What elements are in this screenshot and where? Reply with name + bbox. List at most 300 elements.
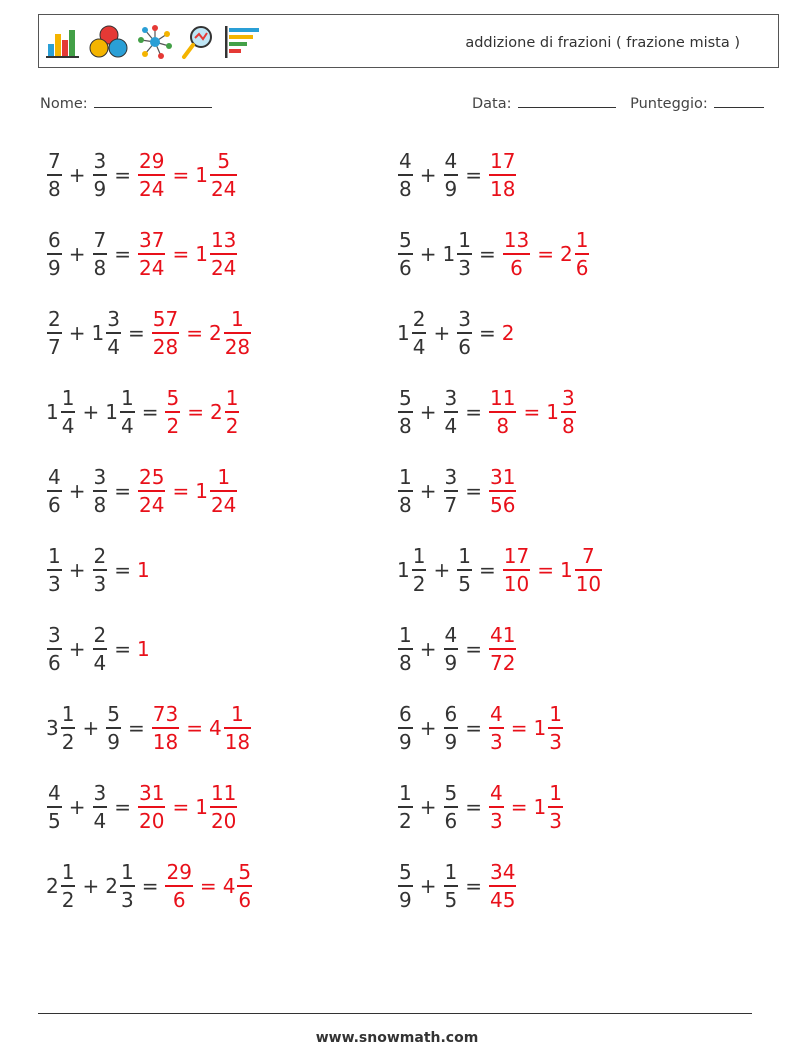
fraction-bar — [93, 490, 108, 492]
fraction — [47, 228, 62, 280]
denominator: 4 — [61, 413, 75, 438]
denominator: 24 — [210, 255, 237, 280]
equals-sign: = — [114, 479, 131, 503]
fraction — [398, 386, 413, 438]
horizontal-bars-icon — [223, 24, 261, 60]
denominator: 9 — [444, 176, 458, 201]
numerator: 37 — [139, 228, 165, 253]
addend-2 — [456, 307, 473, 359]
problem-item — [397, 141, 517, 209]
fraction — [47, 307, 62, 359]
addend-2 — [92, 228, 109, 280]
numerator: 29 — [166, 860, 192, 885]
addend-2 — [443, 465, 460, 517]
fraction — [120, 860, 135, 912]
addend-1 — [46, 781, 63, 833]
fraction — [106, 702, 121, 754]
denominator: 8 — [93, 255, 107, 280]
fraction-bar — [210, 253, 237, 255]
fraction-bar — [210, 806, 237, 808]
fraction — [47, 623, 62, 675]
fraction — [489, 781, 504, 833]
denominator: 9 — [107, 729, 120, 754]
answer-fraction — [488, 149, 517, 201]
numerator: 1 — [61, 386, 75, 411]
answer — [137, 637, 150, 661]
problem-item — [397, 773, 564, 841]
fraction-bar — [152, 332, 179, 334]
fraction — [106, 307, 121, 359]
plus-sign: + — [419, 400, 437, 424]
whole-number: 1 — [91, 321, 105, 345]
fraction-bar — [47, 490, 62, 492]
denominator: 8 — [399, 176, 412, 201]
plus-sign: + — [82, 716, 100, 740]
whole-number: 4 — [222, 874, 236, 898]
answer-equals-sign: = — [510, 795, 528, 819]
addend-1 — [397, 307, 427, 359]
answer — [488, 386, 577, 438]
plus-sign: + — [419, 479, 437, 503]
fraction-bar — [503, 253, 530, 255]
problem-item — [397, 457, 517, 525]
fraction — [93, 149, 108, 201]
answer-equals-sign: = — [537, 558, 554, 582]
numerator: 1 — [120, 386, 134, 411]
fraction-bar — [489, 648, 516, 650]
problem-item — [46, 773, 238, 841]
equals-sign: = — [114, 163, 131, 187]
equals-sign: = — [114, 242, 131, 266]
fraction-bar — [93, 253, 108, 255]
fraction-bar — [47, 569, 62, 571]
fraction — [138, 149, 165, 201]
fraction-bar — [61, 411, 76, 413]
plus-sign: + — [419, 637, 437, 661]
denominator: 20 — [210, 808, 237, 833]
fraction-bar — [120, 411, 135, 413]
addend-2 — [92, 623, 109, 675]
fraction — [561, 386, 576, 438]
fraction — [398, 781, 413, 833]
numerator: 4 — [444, 149, 458, 174]
numerator: 1 — [549, 781, 562, 806]
equals-sign: = — [478, 321, 496, 345]
numerator: 2 — [412, 307, 426, 332]
addend-1 — [46, 544, 63, 596]
equals-sign: = — [465, 163, 482, 187]
fraction — [152, 702, 179, 754]
problem-item — [397, 694, 564, 762]
score-blank[interactable] — [714, 94, 764, 108]
equals-sign: = — [465, 637, 482, 661]
denominator: 6 — [399, 255, 412, 280]
fraction — [398, 702, 413, 754]
problem-item — [46, 220, 238, 288]
fraction — [444, 860, 459, 912]
answer-equals-sign: = — [537, 242, 554, 266]
denominator: 2 — [399, 808, 412, 833]
denominator: 3 — [490, 729, 503, 754]
denominator: 72 — [490, 650, 516, 675]
addend-2 — [443, 860, 460, 912]
denominator: 6 — [238, 887, 252, 912]
addend-2 — [92, 307, 122, 359]
denominator: 18 — [152, 729, 179, 754]
addend-1 — [397, 860, 414, 912]
denominator: 8 — [399, 413, 412, 438]
answer-equals-sign: = — [172, 479, 190, 503]
answer — [137, 465, 238, 517]
numerator: 2 — [93, 544, 107, 569]
numerator: 11 — [490, 386, 516, 411]
answer-fraction — [488, 623, 517, 675]
numerator: 1 — [231, 307, 244, 332]
problem-item — [46, 852, 253, 920]
answer-whole: 1 — [137, 637, 150, 661]
numerator: 1 — [48, 544, 61, 569]
addend-1 — [397, 228, 414, 280]
fraction — [503, 544, 530, 596]
whole-number: 1 — [397, 558, 410, 582]
fraction — [575, 544, 602, 596]
fraction — [165, 386, 180, 438]
fraction — [165, 860, 192, 912]
answer-mixed-number — [195, 781, 238, 833]
fraction-bar — [93, 806, 108, 808]
addend-1 — [397, 544, 427, 596]
whole-number: 2 — [105, 874, 118, 898]
answer — [151, 307, 252, 359]
numerator: 1 — [444, 860, 458, 885]
fraction-bar — [444, 885, 459, 887]
addend-2 — [92, 544, 109, 596]
equals-sign: = — [127, 321, 145, 345]
denominator: 2 — [61, 729, 75, 754]
answer-equals-sign: = — [199, 874, 217, 898]
denominator: 7 — [48, 334, 61, 359]
addend-2 — [105, 702, 122, 754]
fraction-bar — [61, 727, 76, 729]
denominator: 4 — [93, 808, 107, 833]
name-label: Nome: — [40, 96, 88, 112]
denominator: 24 — [139, 255, 165, 280]
answer-fraction — [137, 781, 166, 833]
fraction — [398, 623, 413, 675]
plus-sign: + — [419, 242, 437, 266]
numerator: 1 — [412, 544, 426, 569]
addend-2 — [92, 149, 109, 201]
numerator: 1 — [399, 623, 412, 648]
fraction-bar — [575, 569, 602, 571]
denominator: 9 — [399, 729, 412, 754]
denominator: 3 — [458, 255, 471, 280]
fraction — [489, 860, 516, 912]
denominator: 2 — [166, 413, 180, 438]
fraction — [120, 386, 135, 438]
fraction — [398, 465, 413, 517]
fraction — [444, 465, 459, 517]
denominator: 6 — [458, 334, 471, 359]
fraction-bar — [47, 648, 62, 650]
fraction — [398, 149, 413, 201]
name-field — [40, 94, 212, 112]
denominator: 8 — [399, 492, 412, 517]
fraction — [138, 781, 165, 833]
fraction-bar — [444, 490, 459, 492]
fraction-bar — [561, 411, 576, 413]
denominator: 56 — [490, 492, 516, 517]
fraction-bar — [165, 411, 180, 413]
problem-item — [46, 378, 240, 446]
fraction-bar — [210, 490, 237, 492]
denominator: 3 — [549, 729, 562, 754]
plus-sign: + — [433, 321, 451, 345]
fraction-bar — [444, 727, 459, 729]
problem-item — [46, 615, 150, 683]
denominator: 9 — [48, 255, 61, 280]
fraction — [61, 860, 76, 912]
numerator: 3 — [93, 149, 107, 174]
date-blank[interactable] — [518, 94, 616, 108]
equals-sign: = — [478, 242, 496, 266]
answer-fraction — [137, 465, 166, 517]
numerator: 3 — [458, 307, 471, 332]
addend-2 — [443, 781, 460, 833]
denominator: 9 — [444, 729, 458, 754]
answer — [488, 623, 517, 675]
addend-1 — [397, 623, 414, 675]
numerator: 11 — [210, 781, 237, 806]
numerator: 7 — [582, 544, 595, 569]
numerator: 5 — [444, 781, 458, 806]
fraction-bar — [398, 174, 413, 176]
numerator: 29 — [139, 149, 165, 174]
fraction-bar — [47, 806, 62, 808]
addend-1 — [46, 228, 63, 280]
equals-sign: = — [141, 400, 159, 424]
fraction-bar — [412, 332, 427, 334]
denominator: 8 — [496, 413, 510, 438]
whole-number: 2 — [209, 400, 223, 424]
fraction — [210, 149, 237, 201]
answer-fraction — [137, 149, 166, 201]
fraction — [489, 702, 504, 754]
fraction — [444, 623, 459, 675]
answer — [137, 558, 150, 582]
fraction — [93, 228, 108, 280]
plus-sign: + — [68, 321, 86, 345]
fraction — [47, 781, 62, 833]
answer-mixed-number — [560, 228, 590, 280]
numerator: 6 — [48, 228, 61, 253]
fraction — [138, 228, 165, 280]
score-label: Punteggio: — [630, 96, 708, 112]
fraction — [548, 781, 563, 833]
problem-item — [46, 299, 252, 367]
numerator: 73 — [152, 702, 179, 727]
numerator: 6 — [399, 702, 412, 727]
numerator: 1 — [399, 781, 412, 806]
fraction-bar — [138, 806, 165, 808]
whole-number: 4 — [208, 716, 222, 740]
fraction — [444, 386, 459, 438]
fraction — [489, 149, 516, 201]
addend-2 — [105, 860, 135, 912]
fraction-bar — [444, 411, 459, 413]
addend-2 — [443, 702, 460, 754]
denominator: 5 — [444, 887, 458, 912]
answer — [502, 321, 515, 345]
answer — [488, 465, 517, 517]
equals-sign: = — [114, 637, 131, 661]
fraction-bar — [548, 727, 563, 729]
whole-number: 1 — [195, 479, 208, 503]
addend-2 — [443, 149, 460, 201]
fraction — [210, 228, 237, 280]
answer-mixed-number — [195, 465, 238, 517]
fraction-bar — [210, 174, 237, 176]
plus-sign: + — [68, 479, 86, 503]
answer-mixed-number — [209, 702, 252, 754]
numerator: 5 — [238, 860, 252, 885]
fraction — [210, 465, 237, 517]
fraction-bar — [575, 253, 590, 255]
name-blank[interactable] — [94, 94, 212, 108]
numerator: 1 — [458, 228, 471, 253]
denominator: 10 — [503, 571, 530, 596]
answer-equals-sign: = — [172, 163, 190, 187]
whole-number: 2 — [46, 874, 59, 898]
answer-equals-sign: = — [186, 321, 203, 345]
answer-fraction — [502, 544, 531, 596]
fraction-bar — [138, 174, 165, 176]
answer-equals-sign: = — [172, 242, 190, 266]
plus-sign: + — [68, 558, 86, 582]
answer-fraction — [137, 228, 166, 280]
fraction — [93, 544, 108, 596]
whole-number: 1 — [105, 400, 118, 424]
denominator: 2 — [61, 887, 75, 912]
answer-whole: 2 — [501, 321, 515, 345]
denominator: 28 — [152, 334, 179, 359]
numerator: 5 — [217, 149, 231, 174]
denominator: 2 — [225, 413, 239, 438]
fraction — [412, 307, 427, 359]
fraction-bar — [489, 885, 516, 887]
answer-fraction — [164, 860, 193, 912]
fraction — [457, 228, 472, 280]
fraction — [152, 307, 179, 359]
numerator: 3 — [48, 623, 61, 648]
fraction — [224, 307, 251, 359]
magnifier-icon — [181, 24, 215, 60]
answer-mixed-number — [534, 702, 564, 754]
fraction — [575, 228, 590, 280]
whole-number: 1 — [195, 795, 208, 819]
fraction — [61, 386, 76, 438]
fraction-bar — [152, 727, 179, 729]
fraction-bar — [398, 806, 413, 808]
fraction-bar — [138, 490, 165, 492]
whole-number: 3 — [46, 716, 59, 740]
numerator: 4 — [444, 623, 458, 648]
fraction — [61, 702, 76, 754]
equals-sign: = — [465, 479, 482, 503]
denominator: 3 — [490, 808, 503, 833]
answer-equals-sign: = — [172, 795, 190, 819]
fraction-bar — [225, 411, 240, 413]
equals-sign: = — [127, 716, 145, 740]
fraction-bar — [503, 569, 530, 571]
answer-mixed-number — [560, 544, 603, 596]
denominator: 8 — [93, 492, 107, 517]
numerator: 1 — [231, 702, 244, 727]
whole-number: 1 — [559, 558, 573, 582]
fraction — [457, 544, 472, 596]
answer — [488, 149, 517, 201]
worksheet-title: addizione di frazioni ( frazione mista ) — [465, 35, 740, 51]
denominator: 28 — [224, 334, 251, 359]
numerator: 3 — [444, 465, 458, 490]
whole-number: 1 — [397, 321, 410, 345]
fraction-bar — [489, 174, 516, 176]
answer-equals-sign: = — [186, 716, 203, 740]
denominator: 6 — [444, 808, 458, 833]
fraction — [93, 623, 108, 675]
fraction-bar — [489, 490, 516, 492]
answer-mixed-number — [210, 386, 240, 438]
whole-number: 2 — [208, 321, 222, 345]
numerator: 1 — [61, 702, 75, 727]
fraction — [489, 386, 516, 438]
equals-sign: = — [141, 874, 159, 898]
addend-2 — [443, 386, 460, 438]
fraction-bar — [489, 806, 504, 808]
fraction-bar — [237, 885, 252, 887]
fraction-bar — [412, 569, 427, 571]
answer — [488, 702, 564, 754]
whole-number: 1 — [442, 242, 456, 266]
answer — [137, 149, 238, 201]
numerator: 3 — [107, 307, 120, 332]
denominator: 3 — [93, 571, 107, 596]
problem-item — [397, 852, 517, 920]
plus-sign: + — [68, 637, 86, 661]
denominator: 4 — [120, 413, 134, 438]
numerator: 4 — [48, 465, 61, 490]
date-label: Data: — [472, 96, 512, 112]
denominator: 4 — [107, 334, 120, 359]
addend-1 — [46, 702, 76, 754]
fraction-bar — [398, 253, 413, 255]
numbered-balls-icon — [89, 24, 129, 60]
addend-1 — [46, 149, 63, 201]
fraction-bar — [120, 885, 135, 887]
answer-mixed-number — [546, 386, 576, 438]
fraction-bar — [224, 332, 251, 334]
denominator: 10 — [575, 571, 602, 596]
fraction-bar — [106, 332, 121, 334]
denominator: 24 — [139, 176, 165, 201]
denominator: 2 — [412, 571, 426, 596]
addend-2 — [443, 623, 460, 675]
answer-fraction — [502, 228, 531, 280]
fraction-bar — [61, 885, 76, 887]
fraction-bar — [47, 332, 62, 334]
numerator: 3 — [93, 781, 107, 806]
fraction-bar — [47, 174, 62, 176]
